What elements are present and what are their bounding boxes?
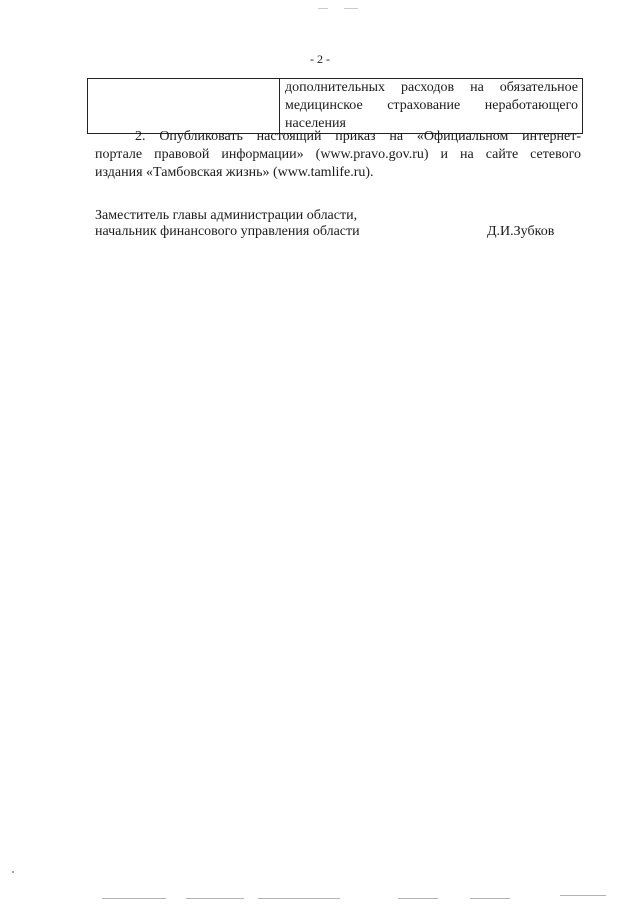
scan-mark xyxy=(470,898,510,899)
scan-mark xyxy=(398,898,438,899)
table-cell-empty xyxy=(88,79,280,134)
scan-mark xyxy=(560,895,606,896)
scan-mark xyxy=(186,898,244,899)
signer-name: Д.И.Зубков xyxy=(487,224,555,239)
clause-line: портале правовой информации» (www.pravo.gov.ru) и на сайте сетевого xyxy=(95,147,581,162)
page-number: - 2 - xyxy=(310,52,330,66)
table-cell-text xyxy=(280,79,583,134)
table-cell-line: медицинское страхование неработающего xyxy=(285,98,578,113)
signer-position-line: Заместитель главы администрации области, xyxy=(95,208,358,223)
scan-mark xyxy=(258,898,340,899)
signer-position-line: начальник финансового управления области xyxy=(95,224,360,239)
scan-mark xyxy=(102,898,166,899)
scan-mark xyxy=(12,871,14,873)
scan-mark xyxy=(318,8,328,9)
clause-2 xyxy=(95,128,581,182)
clause-line: издания «Тамбовская жизнь» (www.tamlife.ru). xyxy=(95,165,374,180)
table-cell-line: населения xyxy=(285,116,346,131)
scan-mark xyxy=(344,8,358,9)
continued-table xyxy=(87,78,583,134)
table-cell-line: дополнительных расходов на обязательное xyxy=(285,80,578,95)
clause-line: 2. Опубликовать настоящий приказ на «Официальном интернет- xyxy=(135,129,581,144)
table-row xyxy=(88,79,583,134)
